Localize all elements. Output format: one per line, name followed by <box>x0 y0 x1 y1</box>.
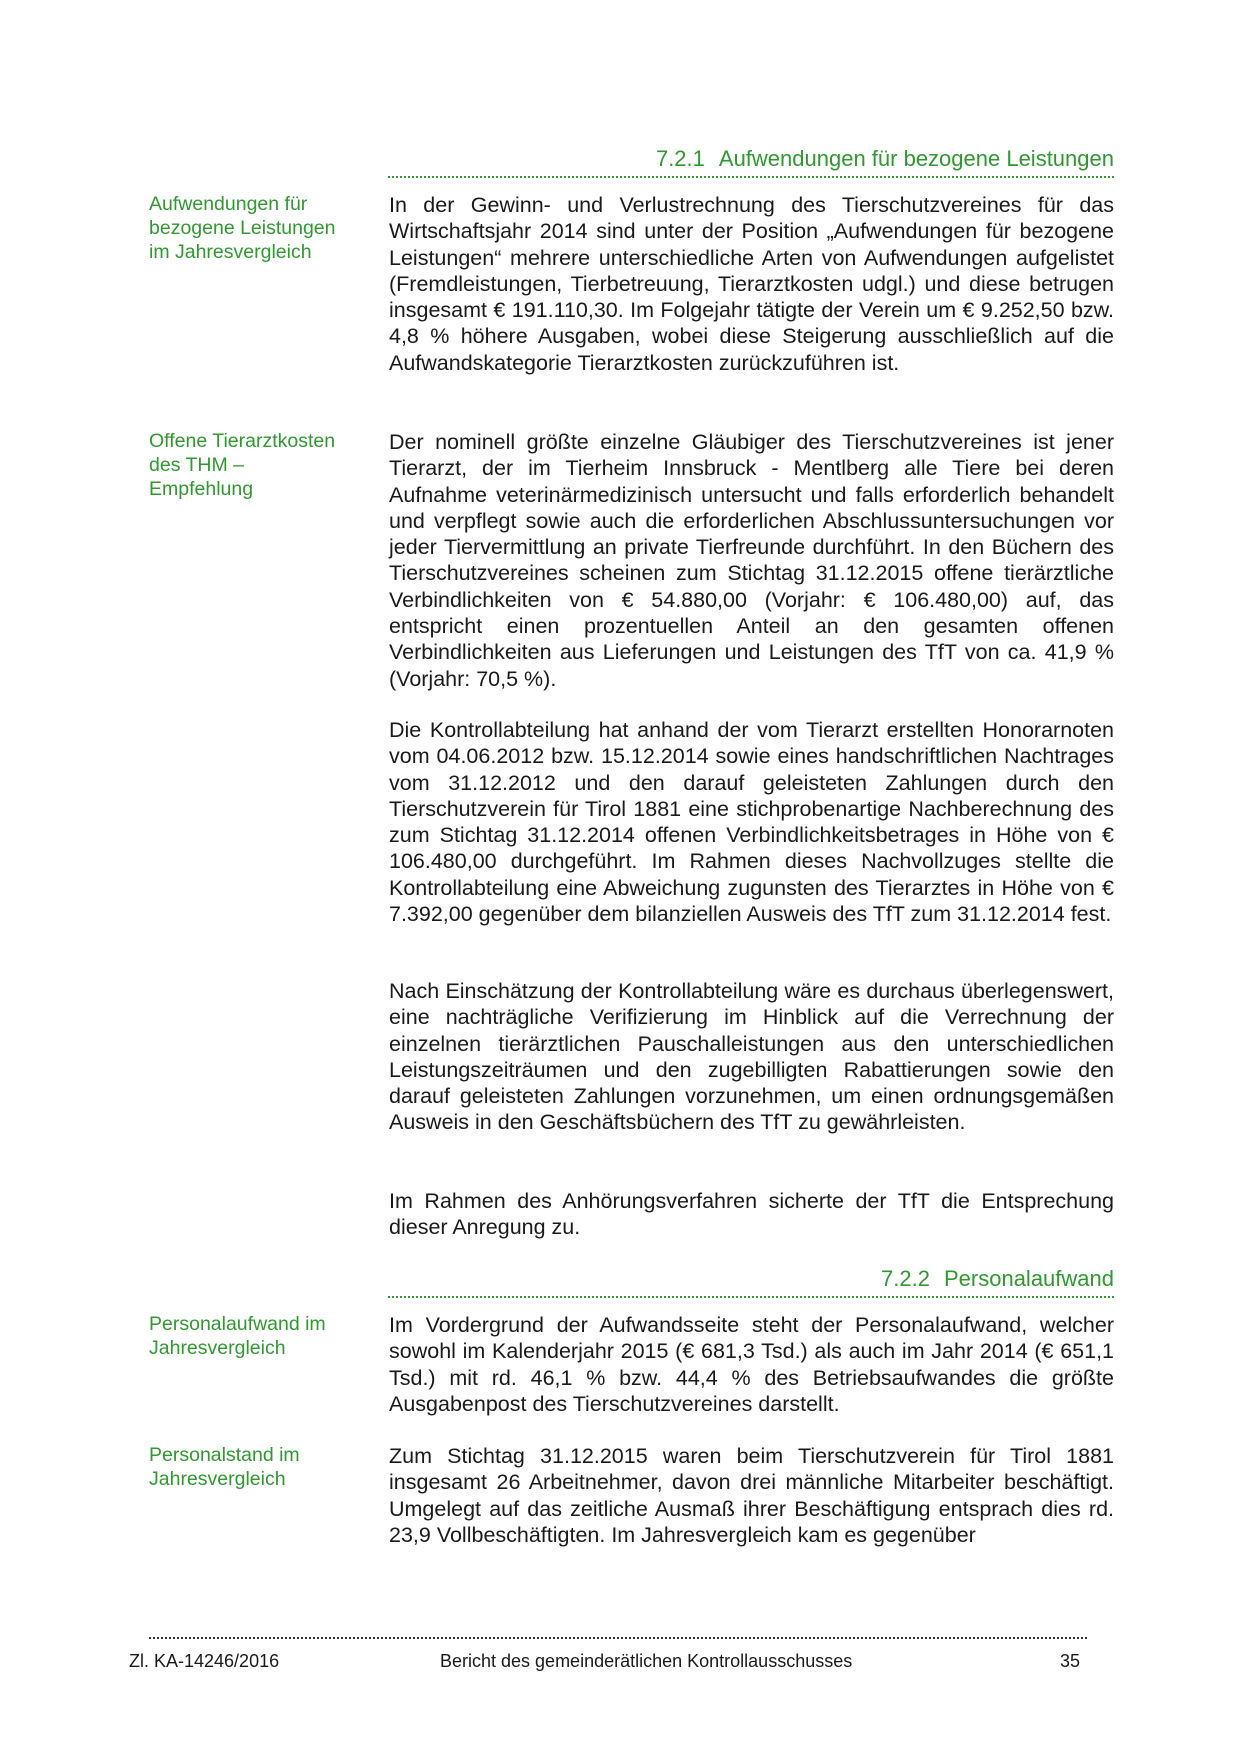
section-number: 7.2.2 <box>881 1266 930 1291</box>
side-note-line: Aufwendungen für <box>149 193 308 215</box>
side-note-line: im Jahresvergleich <box>149 241 312 263</box>
footer-divider <box>149 1637 1087 1639</box>
side-note-line: Jahresvergleich <box>149 1468 286 1490</box>
page-number: 35 <box>1060 1651 1081 1671</box>
side-note-line: Jahresvergleich <box>149 1337 286 1359</box>
paragraph-einschaetzung: Nach Einschätzung der Kontrollabteilung wäre es durchaus überlegenswert, eine nachträgliche Verifizierung im Hinblick auf die Verrechnung der einzelnen tierärztlichen Pauschalleistungen aus den unterschiedlichen Leistungszeiträumen und den zugebilligten Rabattierungen sowie den darauf geleisteten Zahlungen vorzunehmen, um einen ordnungsgemäßen Ausweis in den Geschäftsbüchern des TfT zu gewährleisten. <box>389 979 1114 1135</box>
side-note-line: bezogene Leistungen <box>149 217 336 239</box>
side-note-line: Empfehlung <box>149 478 254 500</box>
side-note-line: Personalstand im <box>149 1444 300 1466</box>
side-note-personalaufwand <box>149 1312 364 1360</box>
paragraph-kontrollabteilung: Die Kontrollabteilung hat anhand der vom Tierarzt erstellten Honorarnoten vom 04.06.2012 bzw. 15.12.2014 sowie eines handschriftlichen Nachtrages vom 31.12.2012 und den darauf geleisteten Zahlungen durch den Tierschutzverein für Tirol 1881 eine stichprobenartige Nachberechnung des zum Stichtag 31.12.2014 offenen Verbindlichkeitsbetrages in Höhe von € 106.480,00 durchgeführt. Im Rahmen dieses Nachvollzuges stellte die Kontrollabteilung eine Abweichung zugunsten des Tierarztes in Höhe von € 7.392,00 gegenüber dem bilanziellen Ausweis des TfT zum 31.12.2014 fest. <box>389 718 1114 927</box>
section-heading-7-2-2 <box>388 1266 1114 1298</box>
side-note-line: Offene Tierarztkosten <box>149 430 336 452</box>
footer-reference: Zl. KA-14246/2016 <box>129 1651 280 1671</box>
section-title: Aufwendungen für bezogene Leistungen <box>718 146 1114 171</box>
section-heading-7-2-1 <box>388 146 1114 178</box>
side-note-line: Personalaufwand im <box>149 1313 326 1335</box>
side-note-personalstand <box>149 1443 364 1491</box>
paragraph-personalaufwand: Im Vordergrund der Aufwandsseite steht der Personalaufwand, welcher sowohl im Kalenderjahr 2015 (€ 681,3 Tsd.) als auch im Jahr 2014 (€ 651,1 Tsd.) mit rd. 46,1 % bzw. 44,4 % des Betriebsaufwandes die größte Ausgabenpost des Tierschutzvereines darstellt. <box>389 1313 1114 1416</box>
paragraph-glaeubiger: Der nominell größte einzelne Gläubiger des Tierschutzvereines ist jener Tierarzt, der im Tierheim Innsbruck - Mentlberg alle Tiere bei deren Aufnahme veterinärmedizinisch untersucht und falls erforderlich behandelt und verpflegt sowie auch die erforderlichen Abschlussuntersuchungen vor jeder Tiervermittlung an private Tierfreunde durchführt. In den Büchern des Tierschutzvereines scheinen zum Stichtag 31.12.2015 offene tierärztliche Verbindlichkeiten von € 54.880,00 (Vorjahr: € 106.480,00) auf, das entspricht einen prozentuellen Anteil an den gesamten offenen Verbindlichkeiten aus Lieferungen und Leistungen des TfT von ca. 41,9 % (Vorjahr: 70,5 %). <box>389 430 1114 691</box>
section-title: Personalaufwand <box>943 1266 1114 1291</box>
side-note-line: des THM – <box>149 454 245 476</box>
paragraph-personalstand: Zum Stichtag 31.12.2015 waren beim Tierschutzverein für Tirol 1881 insgesamt 26 Arbeitnehmer, davon drei männliche Mitarbeiter beschäftigt. Umgelegt auf das zeitliche Ausmaß ihrer Beschäftigung entsprach dies rd. 23,9 Vollbeschäftigten. Im Jahresvergleich kam es gegenüber <box>389 1444 1114 1547</box>
paragraph-aufwendungen: In der Gewinn- und Verlustrechnung des Tierschutzvereines für das Wirtschaftsjahr 2014 sind unter der Position „Aufwendungen für bezogene Leistungen“ mehrere unterschiedliche Arten von Aufwendungen aufgelistet (Fremdleistungen, Tierbetreuung, Tierarztkosten udgl.) und diese betrugen insgesamt € 191.110,30. Im Folgejahr tätigte der Verein um € 9.252,50 bzw. 4,8 % höhere Ausgaben, wobei diese Steigerung ausschließlich auf die Aufwandskategorie Tierarztkosten zurückzuführen ist. <box>389 193 1114 375</box>
side-note-tierarztkosten <box>149 429 364 501</box>
section-number: 7.2.1 <box>655 146 705 171</box>
footer-title: Bericht des gemeinderätlichen Kontrollausschusses <box>440 1651 853 1671</box>
side-note-aufwendungen <box>149 192 364 264</box>
paragraph-anhoerung: Im Rahmen des Anhörungsverfahren sicherte der TfT die Entsprechung dieser Anregung zu. <box>389 1189 1114 1240</box>
